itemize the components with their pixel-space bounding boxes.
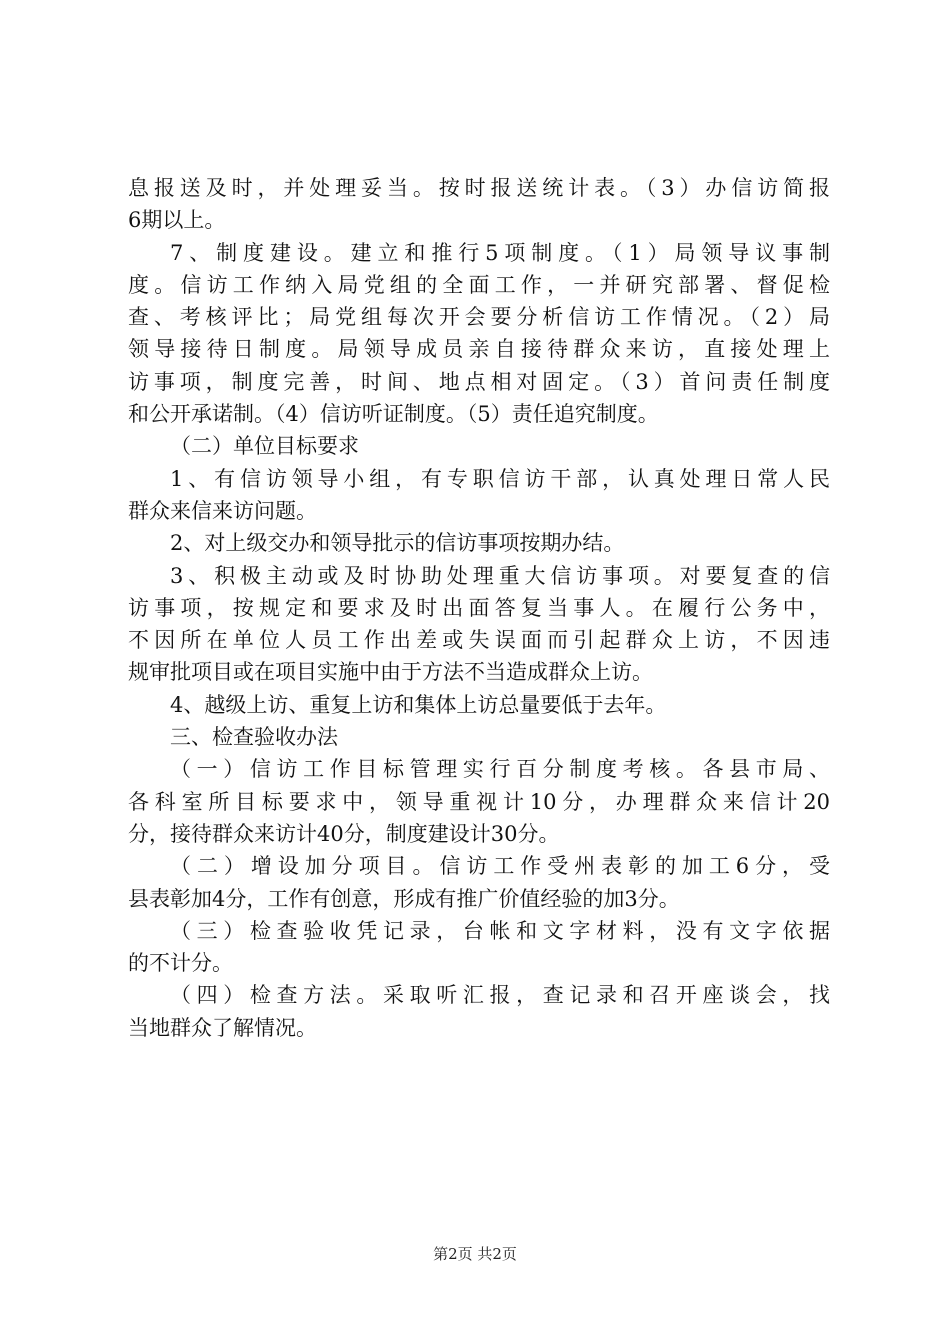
text-line: 的不计分。 bbox=[128, 951, 233, 976]
text-line: 访事项，按规定和要求及时出面答复当事人。在履行公务中， bbox=[128, 595, 830, 620]
text-line: 6期以上。 bbox=[128, 208, 226, 233]
text-line: 息报送及时，并处理妥当。按时报送统计表。（3）办信访简报 bbox=[128, 176, 830, 200]
text-line: 1、有信访领导小组，有专职信访干部，认真处理日常人民 bbox=[170, 466, 830, 491]
text-line: 4、越级上访、重复上访和集体上访总量要低于去年。 bbox=[170, 692, 667, 717]
text-line: 各科室所目标要求中，领导重视计10分，办理群众来信计20 bbox=[128, 789, 830, 814]
text-line: （四）检查方法。采取听汇报，查记录和召开座谈会，找 bbox=[170, 983, 830, 1008]
text-line: 分，接待群众来访计40分，制度建设计30分。 bbox=[128, 821, 560, 846]
text-line: 3、积极主动或及时协助处理重大信访事项。对要复查的信 bbox=[170, 563, 830, 588]
text-line: 不因所在单位人员工作出差或失误面而引起群众上访，不因违 bbox=[128, 628, 830, 653]
text-line: （二）单位目标要求 bbox=[170, 434, 359, 459]
text-line: 当地群众了解情况。 bbox=[128, 1015, 317, 1040]
text-line: 和公开承诺制。（4）信访听证制度。（5）责任追究制度。 bbox=[128, 402, 659, 427]
document-body bbox=[128, 172, 830, 1044]
text-line: 领导接待日制度。局领导成员亲自接待群众来访，直接处理上 bbox=[128, 337, 830, 362]
text-line: 规审批项目或在项目实施中由于方法不当造成群众上访。 bbox=[128, 660, 653, 685]
text-line: （三）检查验收凭记录，台帐和文字材料，没有文字依据 bbox=[170, 918, 830, 943]
text-line: 7、制度建设。建立和推行5项制度。（1）局领导议事制 bbox=[170, 240, 830, 265]
text-line: （二）增设加分项目。信访工作受州表彰的加工6分，受 bbox=[170, 854, 830, 879]
text-line: 查、考核评比；局党组每次开会要分析信访工作情况。（2）局 bbox=[128, 305, 830, 330]
text-line: 三、检查验收办法 bbox=[170, 725, 338, 750]
text-line: 群众来信来访问题。 bbox=[128, 498, 317, 523]
page-footer: 第2页 共2页 bbox=[433, 1245, 517, 1263]
text-line: 度。信访工作纳入局党组的全面工作，一并研究部署、督促检 bbox=[128, 272, 830, 297]
text-line: （一）信访工作目标管理实行百分制度考核。各县市局、 bbox=[170, 757, 830, 782]
text-line: 县表彰加4分，工作有创意，形成有推广价值经验的加3分。 bbox=[128, 886, 680, 911]
text-line: 2、对上级交办和领导批示的信访事项按期办结。 bbox=[170, 531, 625, 556]
text-line: 访事项，制度完善，时间、地点相对固定。（3）首问责任制度 bbox=[128, 369, 830, 394]
